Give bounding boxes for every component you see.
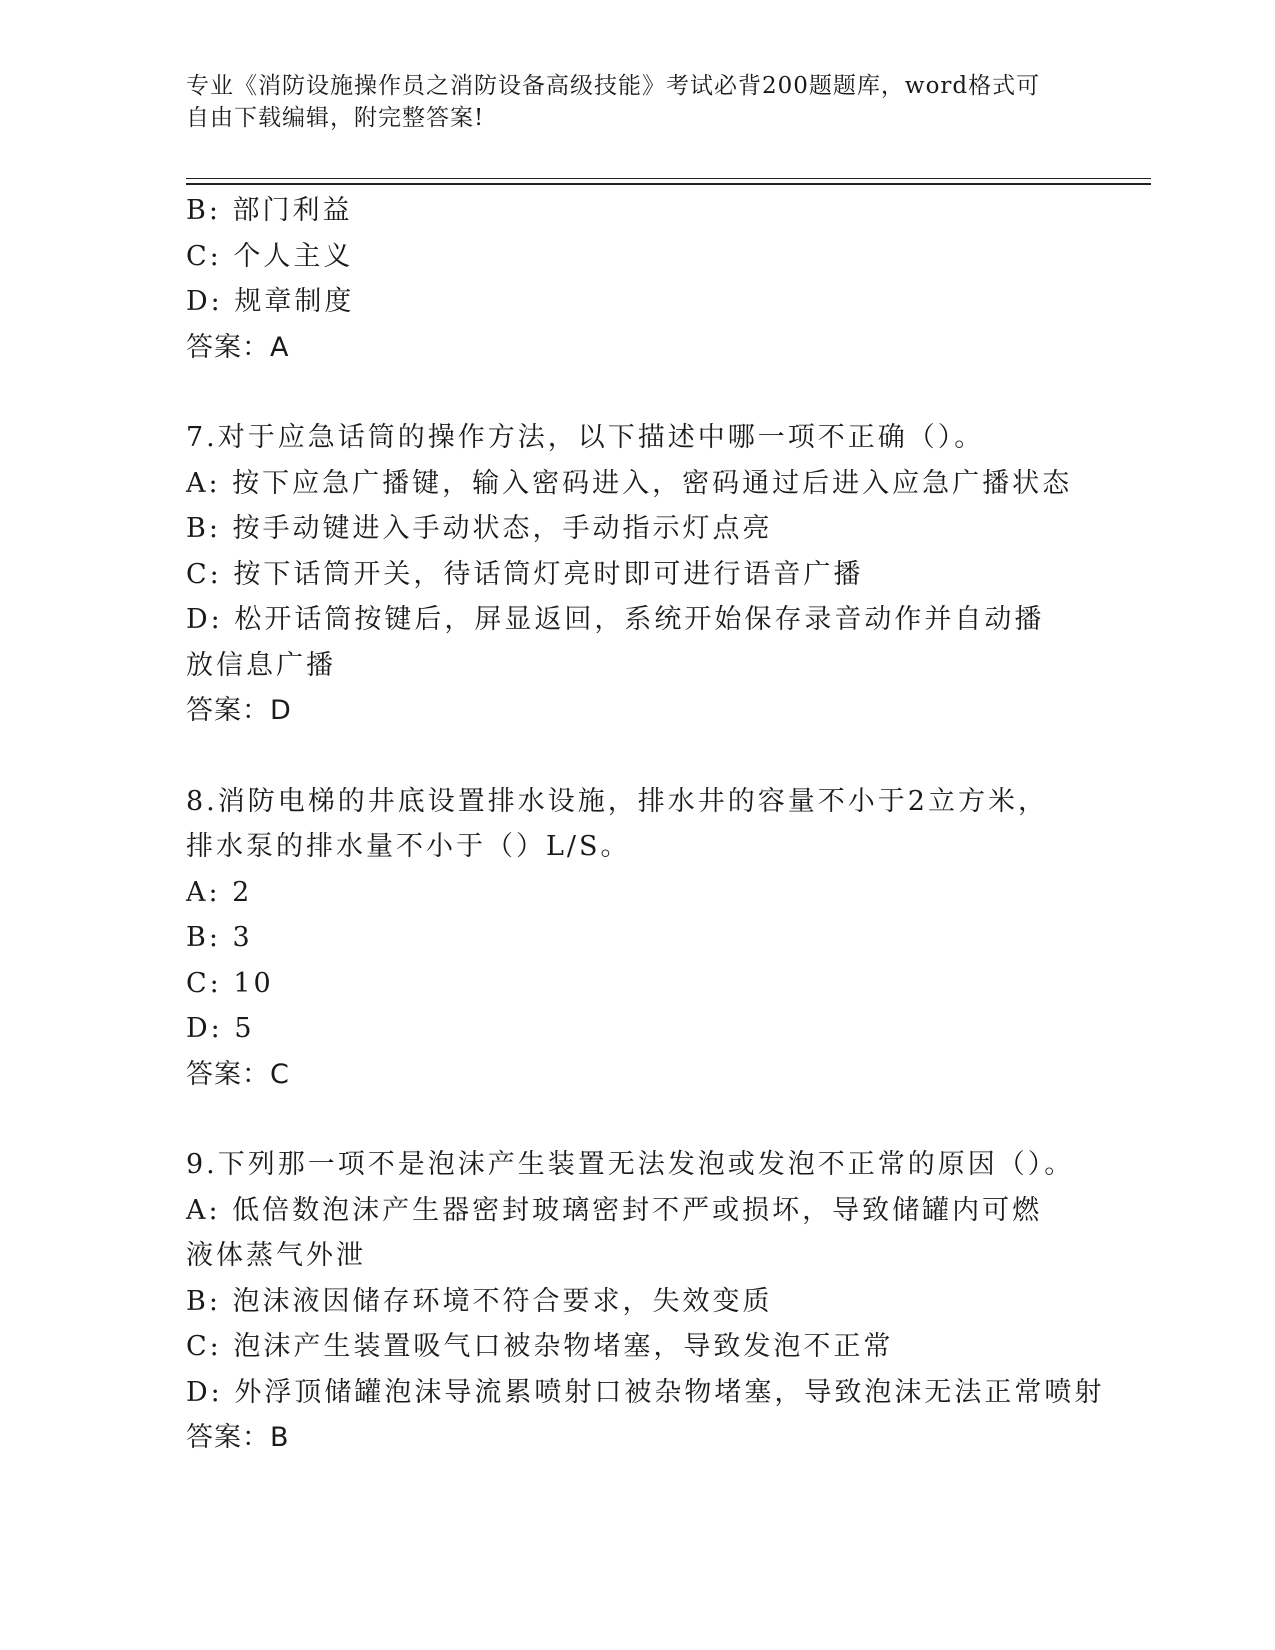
option-c: C: 按下话筒开关，待话筒灯亮时即可进行语音广播 (186, 558, 864, 590)
option-b: B: 按手动键进入手动状态，手动指示灯点亮 (186, 513, 773, 544)
option-b: B: 3 (186, 922, 253, 953)
page-header (186, 70, 1066, 134)
option-c: C: 泡沫产生装置吸气口被杂物堵塞，导致发泡不正常 (186, 1331, 894, 1362)
option-d: D: 5 (186, 1013, 255, 1044)
option-a: A: 按下应急广播键，输入密码进入，密码通过后进入应急广播状态 (186, 467, 1073, 499)
question-7 (186, 415, 1073, 734)
option-c: C: 个人主义 (186, 240, 354, 272)
question-9 (186, 1142, 1105, 1461)
question-stem: 7.对于应急话筒的操作方法，以下描述中哪一项不正确（）。 (186, 422, 985, 453)
option-d: D: 外浮顶储罐泡沫导流累喷射口被杂物堵塞，导致泡沫无法正常喷射 (186, 1376, 1105, 1408)
option-a: A: 2 (186, 876, 253, 908)
option-d: D: 规章制度 (186, 286, 355, 317)
question-stem: 9.下列那一项不是泡沫产生装置无法发泡或发泡不正常的原因（）。 (186, 1149, 1075, 1180)
option-a: A: 低倍数泡沫产生器密封玻璃密封不严或损坏，导致储罐内可燃液体蒸气外泄 (186, 1194, 1043, 1271)
answer-line: 答案：D (186, 695, 292, 726)
header-line-2: 自由下载编辑，附完整答案! (186, 105, 485, 131)
answer-line: 答案：C (186, 1058, 290, 1090)
question-stem: 8.消防电梯的井底设置排水设施，排水井的容量不小于2立方米，排水泵的排水量不小于（）L/S。 (186, 785, 1048, 862)
option-d: D: 松开话筒按键后，屏显返回，系统开始保存录音动作并自动播放信息广播 (186, 604, 1045, 681)
answer-line: 答案：B (186, 1422, 290, 1453)
option-c: C: 10 (186, 967, 274, 999)
header-line-1: 专业《消防设施操作员之消防设备高级技能》考试必背200题题库，word格式可 (186, 73, 1041, 99)
question-block-previous (186, 188, 1066, 370)
option-b: B: 泡沫液因储存环境不符合要求，失效变质 (186, 1285, 773, 1317)
header-divider-thick (186, 183, 1151, 185)
header-divider (186, 178, 1151, 179)
document-body (186, 188, 1105, 1461)
answer-line: 答案：A (186, 331, 290, 363)
option-b: B: 部门利益 (186, 195, 353, 226)
question-8 (186, 779, 1066, 1098)
